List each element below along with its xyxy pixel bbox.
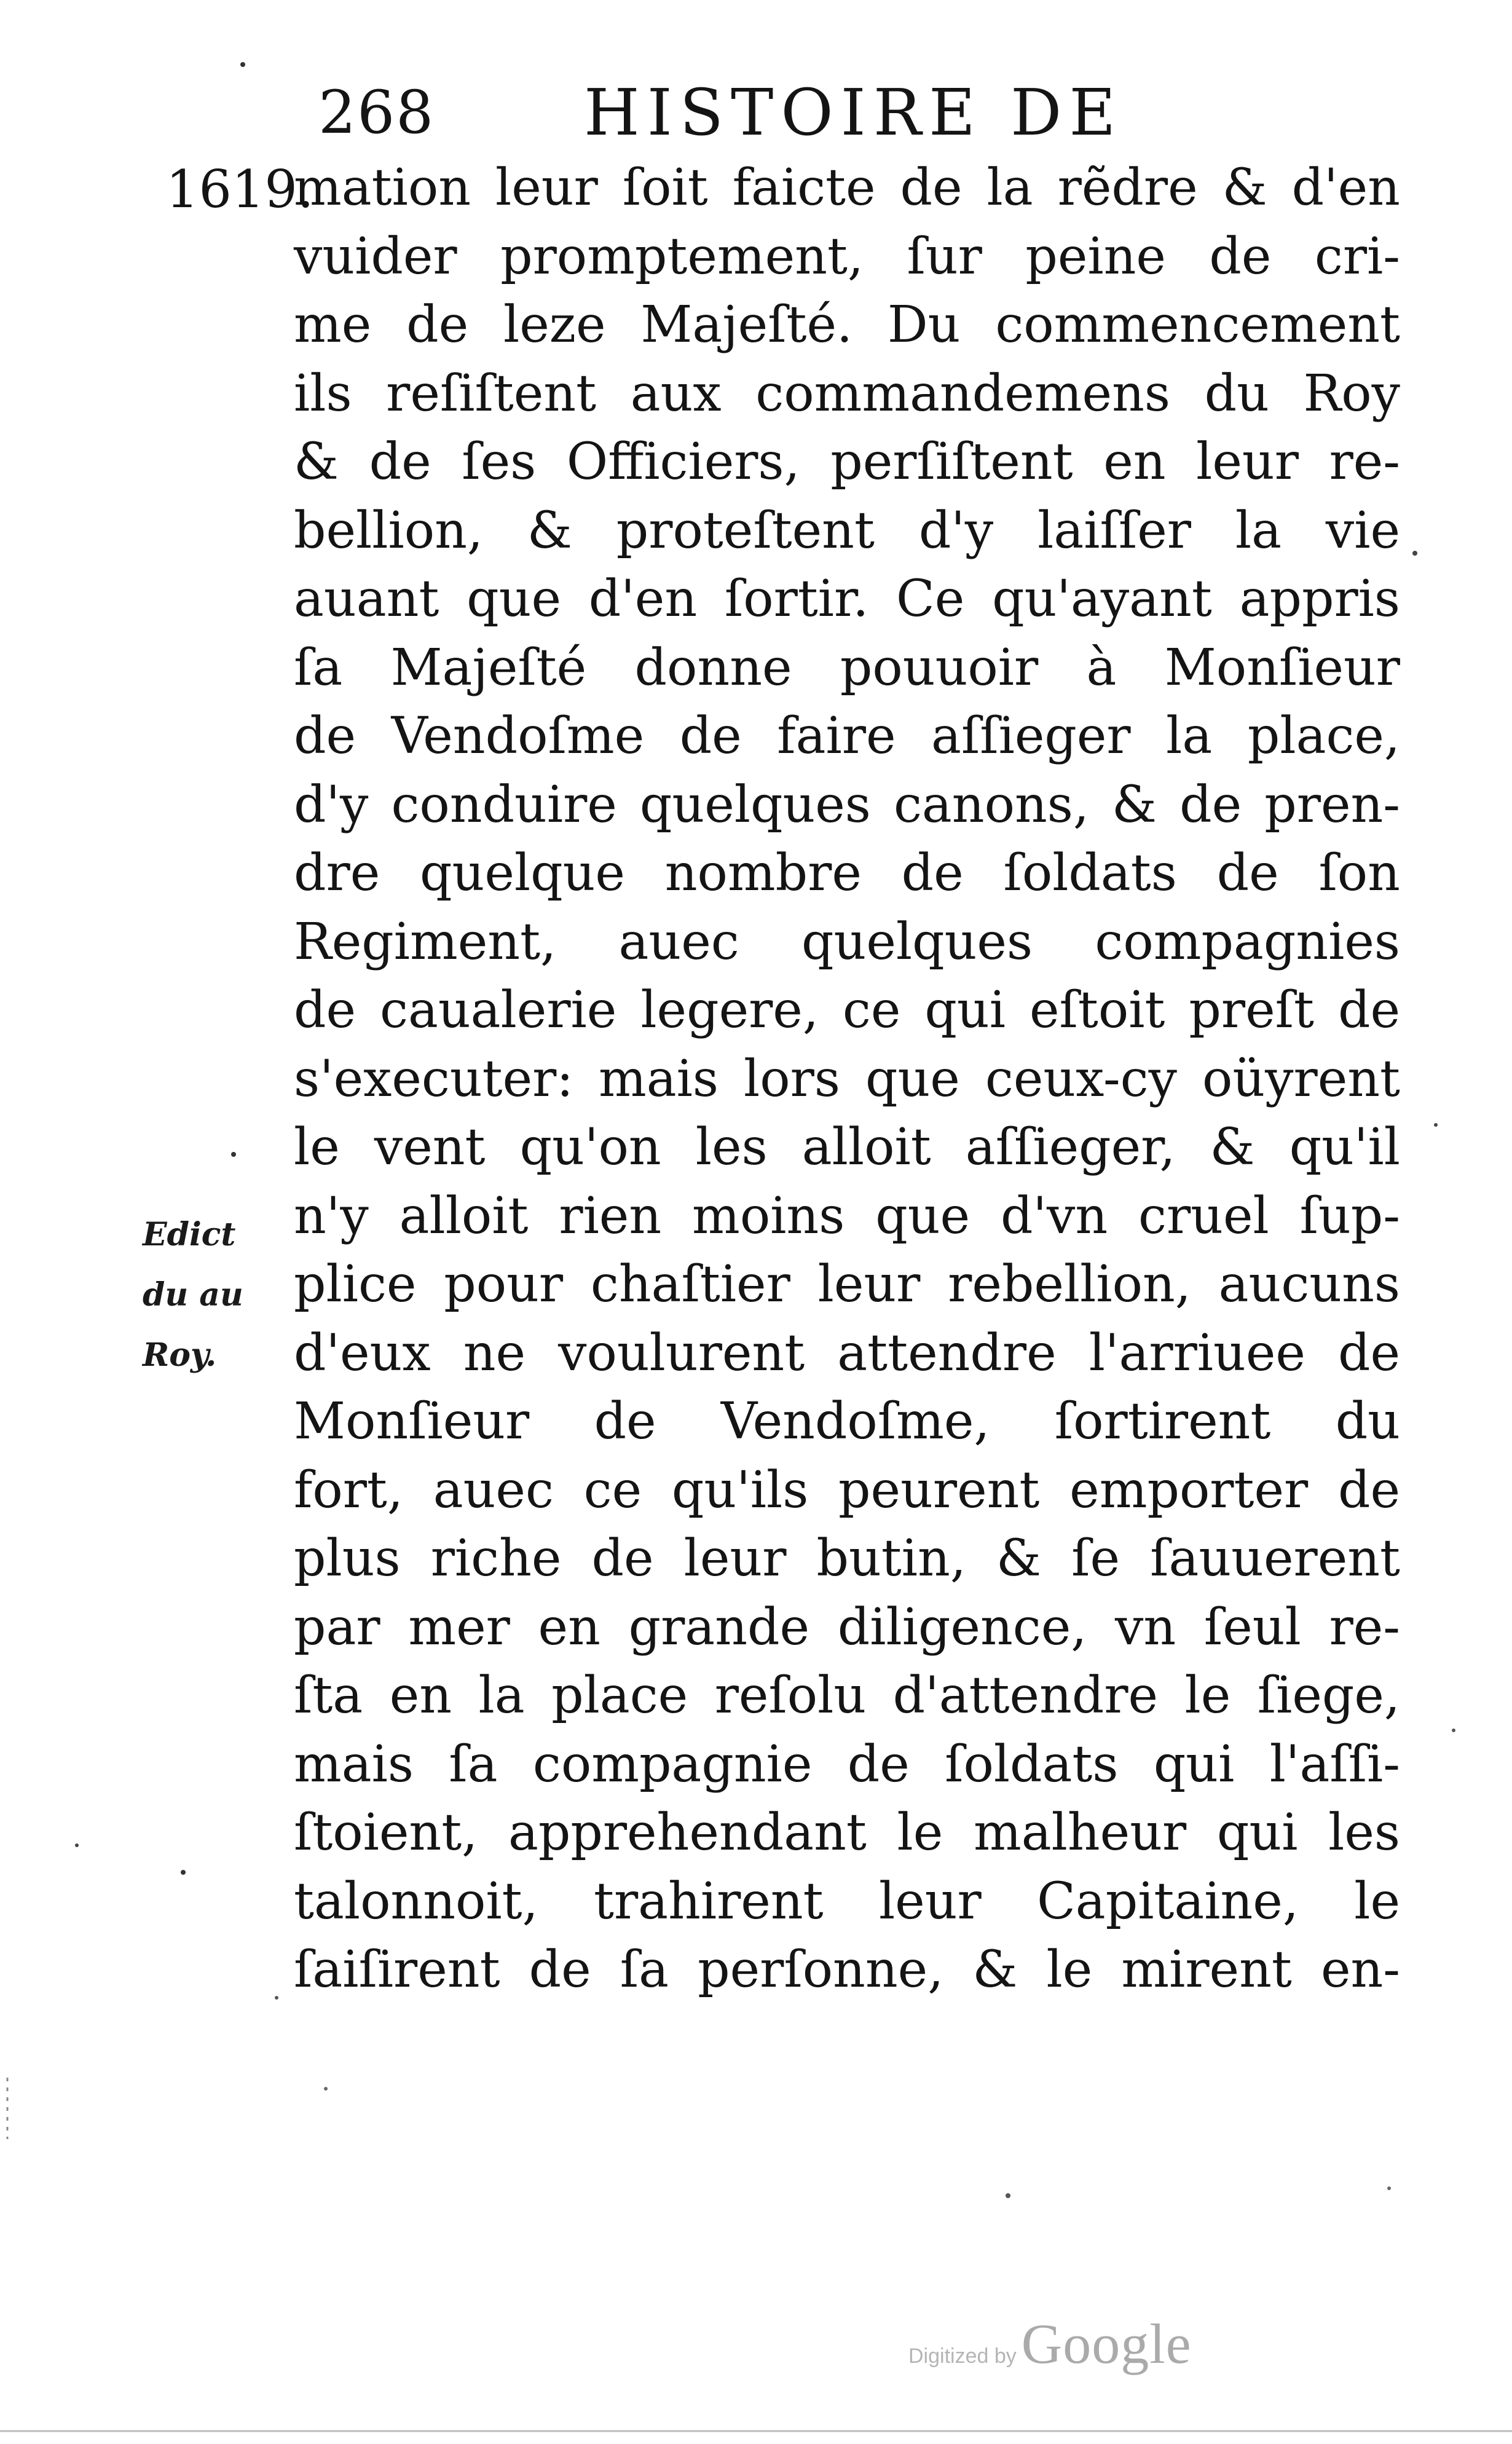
text-line: le vent qu'on les alloit aſſieger, & qu'il [294,1118,1400,1177]
text-line: ſaiſirent de ſa perſonne, & le mirent en- [294,1941,1400,1999]
text-line: Monſieur de Vendoſme, ſortirent du [294,1392,1400,1451]
margin-note-line: Roy. [143,1336,217,1374]
margin-year: 1619. [166,159,314,219]
text-line: dre quelque nombre de ſoldats de ſon [294,844,1400,902]
text-line: auant que d'en ſortir. Ce qu'ayant appris [294,570,1400,628]
text-line: d'eux ne voulurent attendre l'arriuee de [294,1323,1400,1382]
text-line: plus riche de leur butin, & ſe ſauuerent [294,1529,1400,1588]
text-line: ſa Majeſté donne pouuoir à Monſieur [294,638,1400,697]
text-line: s'executer: mais lors que ceux-cy oüyrent [294,1049,1400,1108]
text-line: & de ſes Officiers, perſiſtent en leur re- [294,433,1400,491]
body-text [294,154,1400,2004]
text-line: plice pour chaſtier leur rebellion, aucuns [294,1255,1400,1314]
running-title: HISTOIRE DE [584,75,1124,150]
watermark-prefix: Digitized by [908,2344,1017,2368]
text-line: mais ſa compagnie de ſoldats qui l'aſſi- [294,1735,1400,1794]
margin-handwritten-note [143,1205,272,1386]
text-line: de Vendoſme de faire aſſieger la place, [294,707,1400,765]
text-line: ſta en la place reſolu d'attendre le ſiege, [294,1666,1400,1725]
digitized-watermark [908,2311,1192,2376]
text-line: d'y conduire quelques canons, & de pren- [294,775,1400,834]
text-line: me de leze Majeſté. Du commencement [294,296,1400,354]
text-line: vuider promptement, ſur peine de cri- [294,227,1400,286]
text-line: de caualerie legere, ce qui eſtoit preſt de [294,981,1400,1039]
text-line: ils reſiſtent aux commandemens du Roy [294,364,1400,423]
margin-note-line: Edict [143,1216,236,1253]
google-logo: Google [1021,2312,1192,2375]
text-line: bellion, & proteſtent d'y laiſſer la vie [294,501,1400,560]
text-line: ſtoient, apprehendant le malheur qui les [294,1803,1400,1862]
text-line: n'y alloit rien moins que d'vn cruel ſup- [294,1186,1400,1245]
text-line: mation leur ſoit faicte de la rẽdre & d'en [294,159,1400,217]
text-line: fort, auec ce qu'ils peurent emporter de [294,1460,1400,1520]
text-line: par mer en grande diligence, vn ſeul re- [294,1598,1400,1657]
text-line: talonnoit, trahirent leur Capitaine, le [294,1872,1400,1931]
text-line: Regiment, auec quelques compagnies [294,912,1400,971]
page-number: 268 [318,78,435,147]
margin-note-line: du au [143,1276,243,1314]
